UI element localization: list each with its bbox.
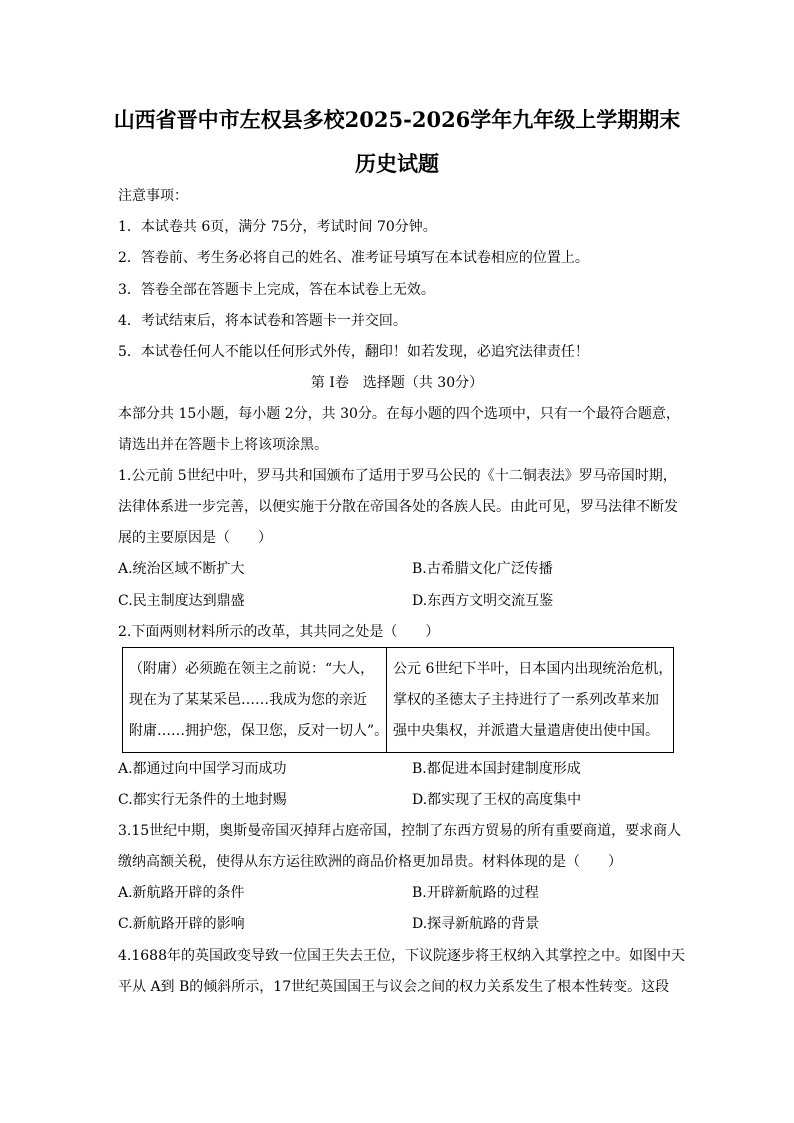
material-left-line: （附庸）必须跪在领主之前说：“大人，	[129, 661, 375, 677]
question-4-text: 平从 A到 B的倾斜所示，17世纪英国国王与议会之间的权力关系发生了根本性转变。这段	[118, 979, 670, 995]
question-1-text: 1.公元前 5世纪中叶，罗马共和国颁布了适用于罗马公民的《十二铜表法》罗马帝国时期，	[118, 468, 677, 484]
section-title: 第 I卷 选择题（共 30分）	[310, 375, 484, 391]
question-3-option-b: B.开辟新航路的过程	[412, 885, 539, 901]
material-right-line: 强中央集权，并派遣大量遣唐使出使中国。	[393, 723, 659, 739]
question-1-option-d: D.东西方文明交流互鉴	[412, 593, 554, 609]
question-3-option-a: A.新航路开辟的条件	[118, 885, 245, 901]
question-1-text: 法律体系进一步完善，以便实施于分散在帝国各处的各族人民。由此可见，罗马法律不断发	[118, 499, 678, 515]
question-3-option-d: D.探寻新航路的背景	[412, 916, 540, 932]
notes-heading: 注意事项：	[118, 188, 188, 204]
material-right-cell	[387, 648, 678, 752]
question-3-text: 缴纳高额关税，使得从东方运往欧洲的商品价格更加昂贵。材料体现的是（ ）	[118, 854, 622, 870]
material-left-line: 现在为了某某采邑……我成为您的亲近	[129, 692, 367, 708]
note-item: 1．本试卷共 6页，满分 75分，考试时间 70分钟。	[118, 219, 437, 235]
exam-subtitle: 历史试题	[355, 151, 439, 176]
question-3-text: 3.15世纪中期，奥斯曼帝国灭掉拜占庭帝国，控制了东西方贸易的所有重要商道，要求商人	[118, 823, 682, 839]
question-1-text: 展的主要原因是（ ）	[118, 530, 272, 546]
question-2-option-a: A.都通过向中国学习而成功	[118, 761, 287, 777]
material-left-line: 附庸……拥护您，保卫您，反对一切人”。	[129, 723, 389, 739]
question-2-option-d: D.都实现了王权的高度集中	[412, 792, 582, 808]
question-2-option-b: B.都促进本国封建制度形成	[412, 761, 581, 777]
material-table	[122, 647, 674, 753]
material-left-cell	[123, 648, 387, 752]
question-4-text: 4.1688年的英国政变导致一位国王失去王位，下议院逐步将王权纳入其掌控之中。如图中天	[118, 948, 685, 964]
question-1-option-c: C.民主制度达到鼎盛	[118, 593, 245, 609]
material-right-line: 掌权的圣德太子主持进行了一系列改革来加	[393, 692, 659, 708]
question-1-option-a: A.统治区域不断扩大	[118, 561, 245, 577]
note-item: 4．考试结束后，将本试卷和答题卡一并交回。	[118, 313, 407, 329]
section-intro: 请选出并在答题卡上将该项涂黑。	[118, 437, 328, 453]
question-2-text: 2.下面两则材料所示的改革，其共同之处是（ ）	[118, 624, 440, 640]
section-intro: 本部分共 15小题，每小题 2分，共 30分。在每小题的四个选项中，只有一个最符合题意，	[118, 406, 680, 422]
note-item: 3．答卷全部在答题卡上完成，答在本试卷上无效。	[118, 282, 435, 298]
material-right-line: 公元 6世纪下半叶，日本国内出现统治危机，	[393, 661, 673, 677]
question-1-option-b: B.古希腊文化广泛传播	[412, 561, 553, 577]
exam-title: 山西省晋中市左权县多校2025-2026学年九年级上学期期末	[113, 107, 681, 132]
note-item: 2．答卷前、考生务必将自己的姓名、准考证号填写在本试卷相应的位置上。	[118, 250, 589, 266]
note-item: 5．本试卷任何人不能以任何形式外传，翻印！如若发现，必追究法律责任！	[118, 344, 589, 360]
question-2-option-c: C.都实行无条件的土地封赐	[118, 792, 287, 808]
question-3-option-c: C.新航路开辟的影响	[118, 916, 245, 932]
